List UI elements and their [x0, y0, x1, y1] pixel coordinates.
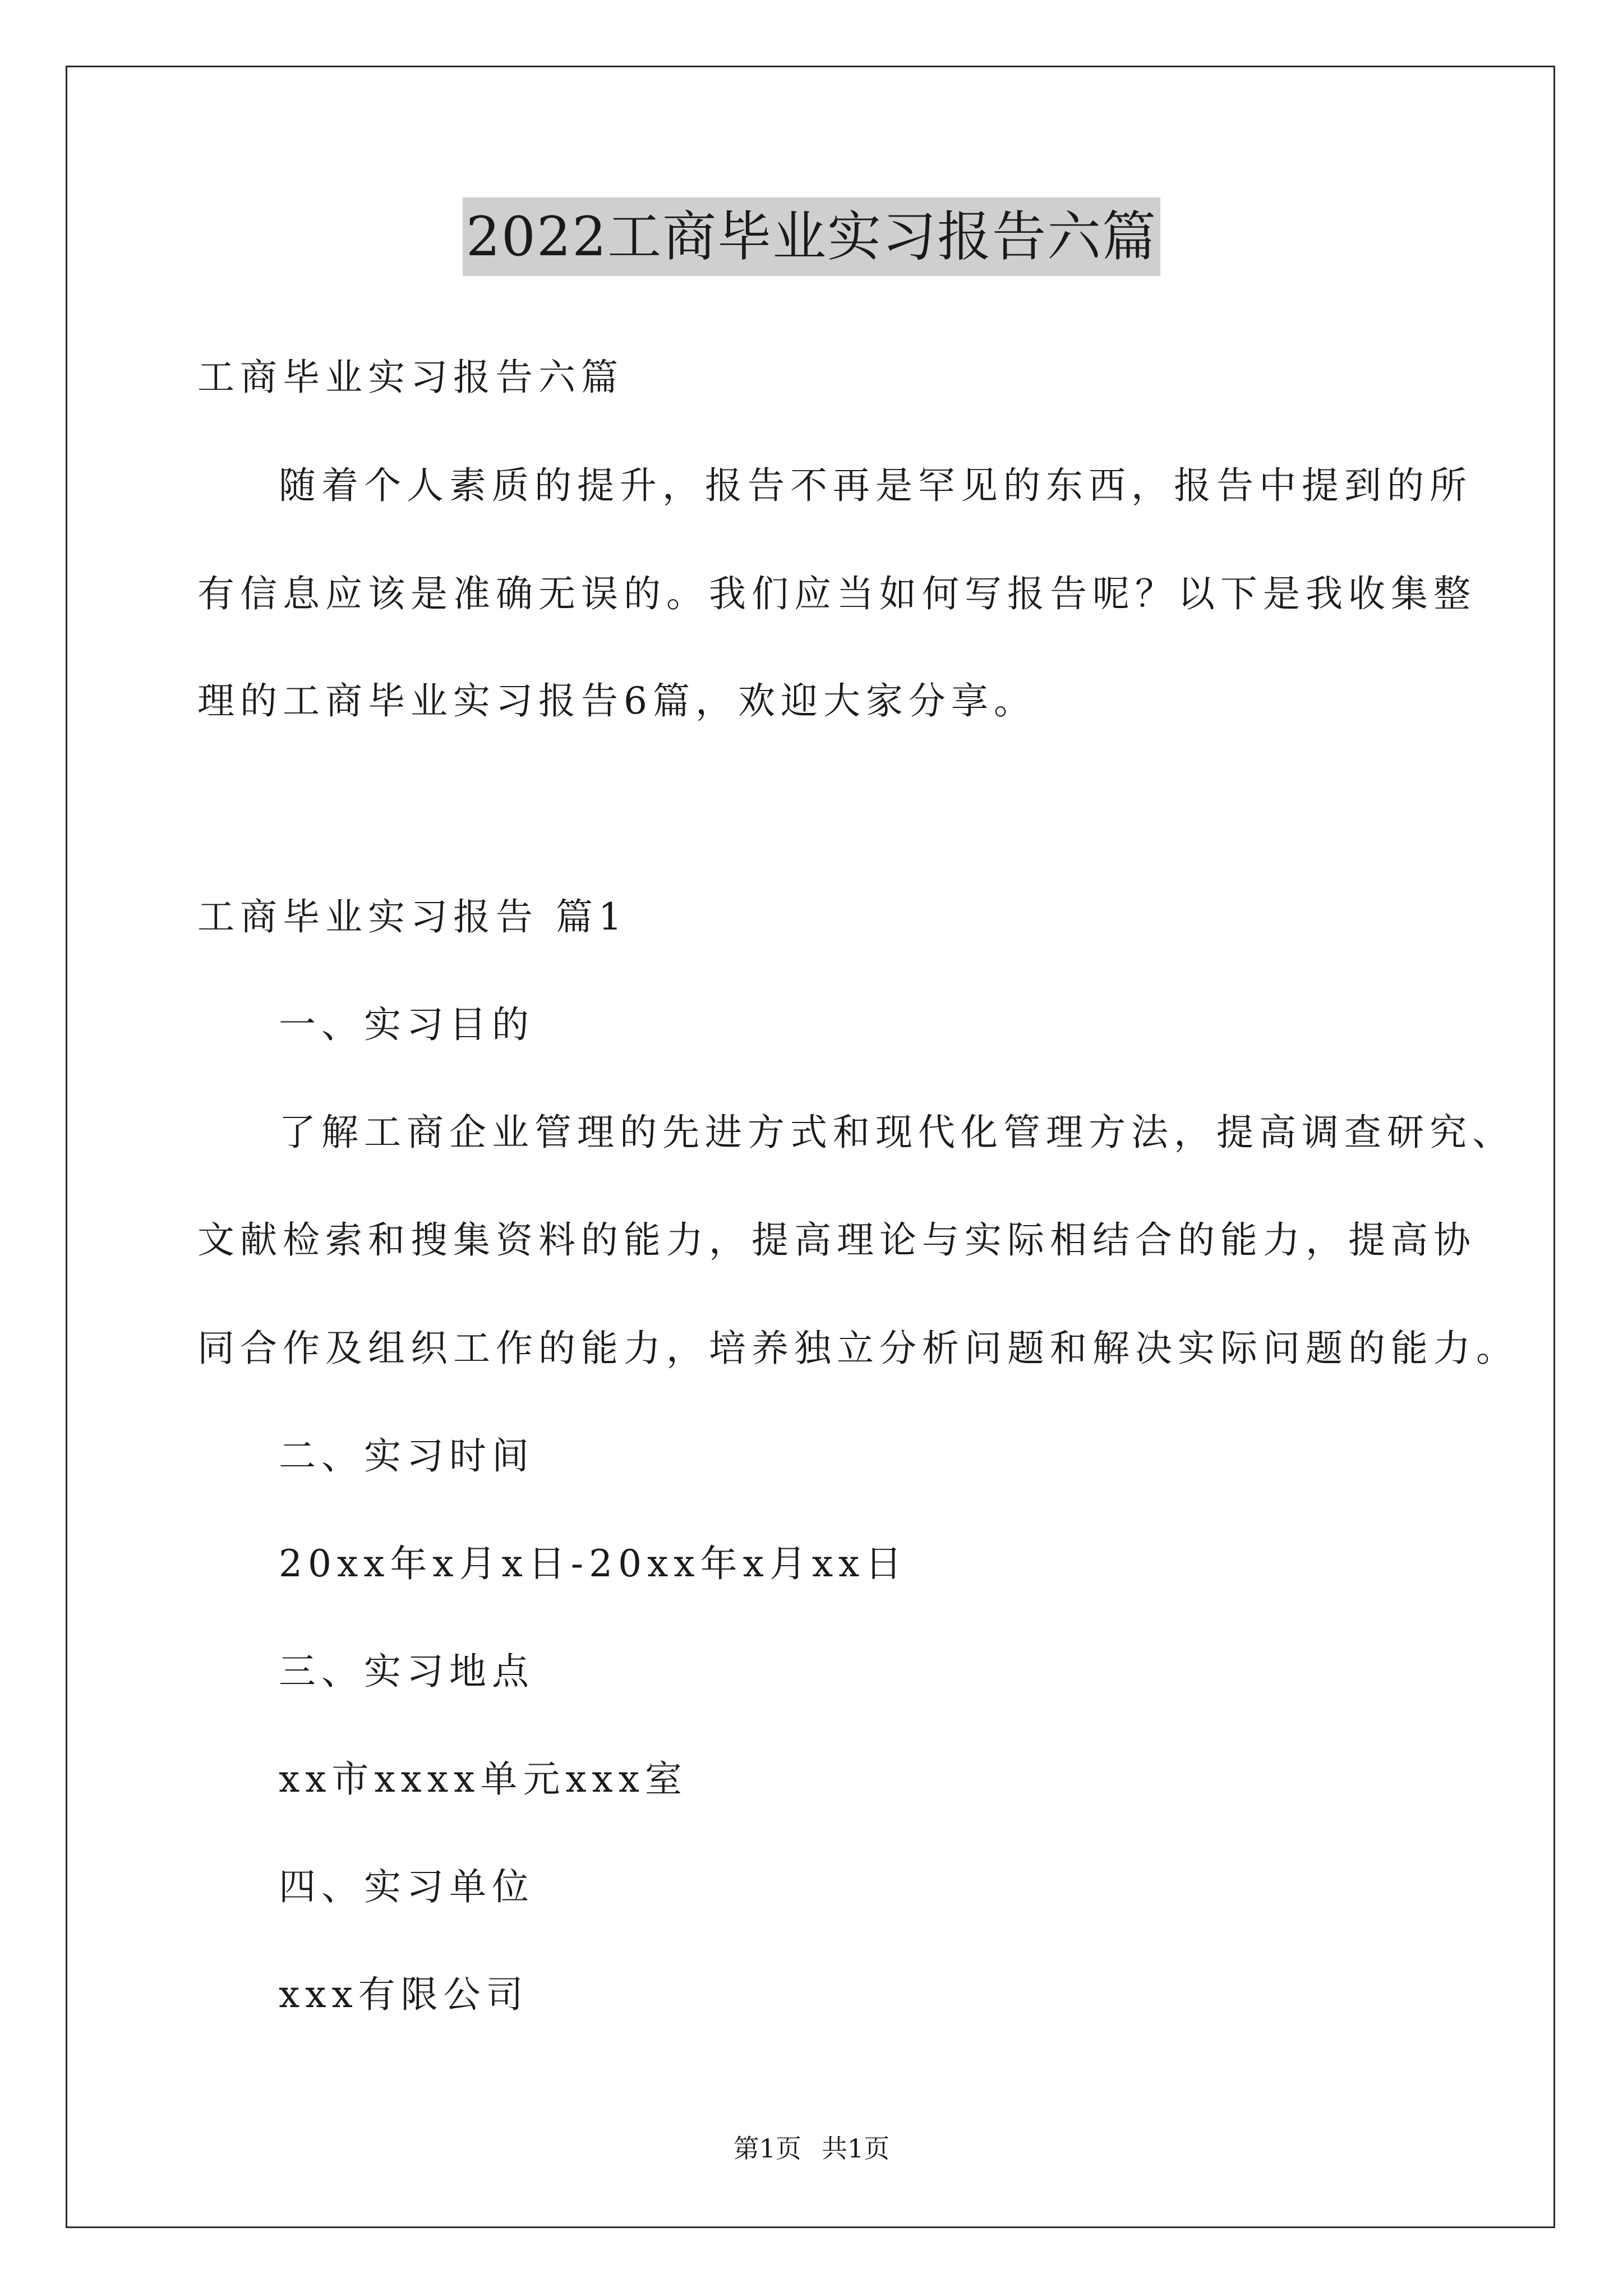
page-number: 第1页 — [733, 2133, 801, 2164]
time-value: 20xx年x月x日-20xx年x月xx日 — [279, 1542, 908, 1585]
intro-line-1: 随着个人素质的提升，报告不再是罕见的东西，报告中提到的所 — [279, 464, 1472, 507]
place-heading: 三、实习地点 — [279, 1650, 534, 1693]
place-value: xx市xxxx单元xxx室 — [279, 1757, 688, 1801]
time-heading: 二、实习时间 — [279, 1434, 534, 1478]
intro-line-3: 理的工商毕业实习报告6篇，欢迎大家分享。 — [197, 679, 1036, 723]
page-title: 2022工商毕业实习报告六篇 — [463, 197, 1160, 276]
unit-value: xxx有限公司 — [279, 1973, 529, 2016]
unit-heading: 四、实习单位 — [279, 1865, 534, 1908]
purpose-line-1: 了解工商企业管理的先进方式和现代化管理方法，提高调查研究、 — [279, 1111, 1515, 1154]
page-total: 共1页 — [822, 2133, 890, 2164]
subtitle: 工商毕业实习报告六篇 — [197, 356, 624, 399]
intro-line-2: 有信息应该是准确无误的。我们应当如何写报告呢？以下是我收集整 — [197, 572, 1476, 615]
purpose-line-2: 文献检索和搜集资料的能力，提高理论与实际相结合的能力，提高协 — [197, 1218, 1476, 1262]
page-footer — [0, 2132, 1623, 2165]
section-heading: 工商毕业实习报告 篇1 — [197, 895, 628, 938]
purpose-line-3: 同合作及组织工作的能力，培养独立分析问题和解决实际问题的能力。 — [197, 1327, 1519, 1370]
purpose-heading: 一、实习目的 — [279, 1003, 534, 1046]
title-container — [0, 197, 1623, 276]
